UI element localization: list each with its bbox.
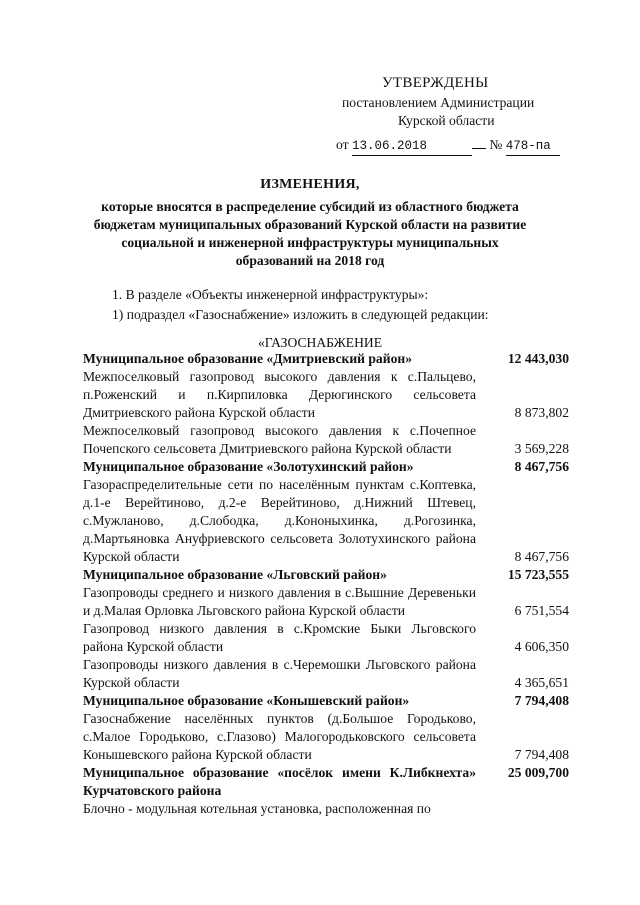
- row-description: Муниципальное образование «Льговский район»: [83, 567, 387, 582]
- row-description: Газораспределительные сети по населённым пунктам с.Коптевка, д.1-е Верейтиново, д.2-е Верейтиново, д.Нижний Штевец, с.Мужланово, д.Слободка, д.Кононыхинка, д.Рогозинка, д.Мартьяновка Ануфриевского сельсовета Золотухинского района Курской области: [83, 477, 476, 564]
- row-amount: 25 009,700: [507, 765, 569, 780]
- approval-line-1: постановлением Администрации: [342, 95, 535, 110]
- date-prefix: от: [336, 137, 349, 152]
- title-line: которые вносятся в распределение субсидий из областного бюджета: [101, 199, 519, 214]
- row-amount: 7 794,408: [514, 747, 569, 762]
- row-description: Газопроводы среднего и низкого давления в с.Вышние Деревеньки и д.Малая Орловка Льговского района Курской области: [83, 585, 476, 618]
- row-description: Межпоселковый газопровод высокого давления к с.Почепное Почепского сельсовета Дмитриевского района Курской области: [83, 423, 476, 456]
- title-line: бюджетам муниципальных образований Курской области на развитие: [93, 217, 527, 232]
- object-row: [83, 368, 569, 422]
- row-amount: 6 751,554: [514, 603, 569, 618]
- municipality-row: [83, 458, 569, 476]
- approval-heading: УТВЕРЖДЕНЫ: [382, 75, 489, 91]
- number-prefix: №: [489, 137, 503, 152]
- row-amount: 4 606,350: [514, 639, 569, 654]
- row-amount: 12 443,030: [507, 351, 569, 366]
- title-line: социальной и инженерной инфраструктуры муниципальных: [121, 235, 499, 250]
- object-row: [83, 620, 569, 656]
- object-row: [83, 656, 569, 692]
- approval-date: 13.06.2018: [352, 137, 472, 156]
- row-description: Муниципальное образование «Дмитриевский район»: [83, 351, 412, 366]
- approval-block: [336, 74, 566, 156]
- municipality-row: [83, 566, 569, 584]
- title-line: образований на 2018 год: [235, 253, 385, 268]
- municipality-row: [83, 692, 569, 710]
- object-row: [83, 800, 569, 818]
- row-description: Муниципальное образование «посёлок имени К.Либкнехта» Курчатовского района: [83, 765, 476, 798]
- approval-line-2: Курской области: [398, 113, 495, 128]
- approval-date-line: [336, 136, 566, 156]
- row-amount: 8 873,802: [514, 405, 569, 420]
- row-amount: 7 794,408: [514, 693, 569, 708]
- row-description: Муниципальное образование «Золотухинский район»: [83, 459, 414, 474]
- row-amount: 8 467,756: [514, 459, 569, 474]
- object-row: [83, 422, 569, 458]
- row-amount: 8 467,756: [514, 549, 569, 564]
- municipality-row: [83, 764, 569, 800]
- object-row: [83, 584, 569, 620]
- row-description: Муниципальное образование «Конышевский район»: [83, 693, 410, 708]
- document-title: [80, 176, 540, 270]
- row-description: Газопроводы низкого давления в с.Черемошки Льговского района Курской области: [83, 657, 476, 690]
- intro-point-1: 1. В разделе «Объекты инженерной инфраструктуры»:: [112, 287, 429, 302]
- intro-point-2: 1) подраздел «Газоснабжение» изложить в следующей редакции:: [112, 307, 489, 322]
- row-amount: 15 723,555: [507, 567, 569, 582]
- row-description: Газоснабжение населённых пунктов (д.Большое Городьково, с.Малое Городьково, с.Глазово) Малогородьковского сельсовета Конышевского района Курской области: [83, 711, 476, 762]
- row-amount: 3 569,228: [514, 441, 569, 456]
- row-amount: 4 365,651: [514, 675, 569, 690]
- object-row: [83, 710, 569, 764]
- title-heading: ИЗМЕНЕНИЯ,: [260, 177, 360, 192]
- intro-block: [112, 286, 532, 326]
- row-description: Газопровод низкого давления в с.Кромские Быки Льговского района Курской области: [83, 621, 476, 654]
- row-description: Межпоселковый газопровод высокого давления к с.Пальцево, п.Роженский и п.Кирпиловка Дерюгинского сельсовета Дмитриевского района Курской области: [83, 369, 476, 420]
- subsidy-table: [83, 350, 569, 818]
- section-title: «ГАЗОСНАБЖЕНИЕ: [258, 335, 383, 350]
- row-description: Блочно - модульная котельная установка, расположенная по: [83, 801, 431, 816]
- object-row: [83, 476, 569, 566]
- municipality-row: [83, 350, 569, 368]
- approval-number: 478-па: [506, 137, 560, 156]
